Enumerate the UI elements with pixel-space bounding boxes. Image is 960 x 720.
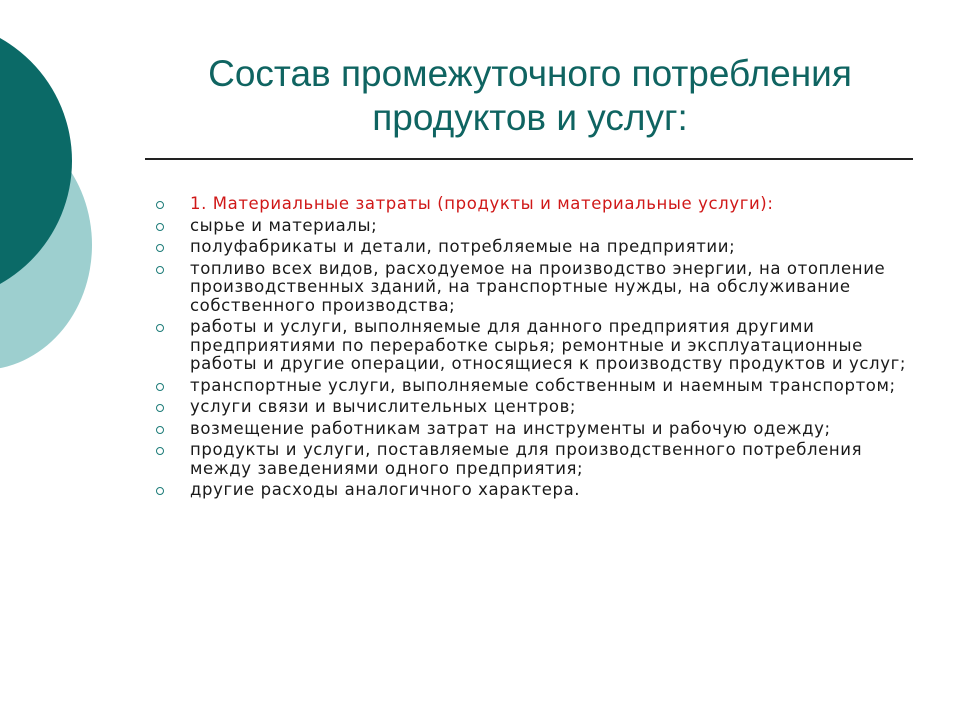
title-line-2: продуктов и услуг: xyxy=(372,97,688,138)
bullet-list xyxy=(150,195,910,503)
list-item xyxy=(150,318,910,374)
title-divider xyxy=(145,158,913,160)
bullet-circle-icon xyxy=(156,324,164,332)
list-item-text: работы и услуги, выполняемые для данного предприятия другими предприятиями по переработке сырья; ремонтные и эксплуатационные работы и другие операции, относящиеся к производству продуктов и услуг; xyxy=(190,317,906,373)
bullet-circle-icon xyxy=(156,487,164,495)
list-item xyxy=(150,238,910,257)
list-item xyxy=(150,481,910,500)
list-item-text: услуги связи и вычислительных центров; xyxy=(190,397,577,416)
list-item-text: продукты и услуги, поставляемые для производственного потребления между заведениями одного предприятия; xyxy=(190,440,863,478)
list-item-text: другие расходы аналогичного характера. xyxy=(190,480,581,499)
list-item xyxy=(150,377,910,396)
list-item xyxy=(150,398,910,417)
list-item-text: топливо всех видов, расходуемое на производство энергии, на отопление производственных зданий, на транспортные нужды, на обслуживание собственного производства; xyxy=(190,258,886,315)
list-item xyxy=(150,195,910,214)
list-item-text: сырье и материалы; xyxy=(190,215,378,235)
bullet-circle-icon xyxy=(156,447,164,455)
bullet-circle-icon xyxy=(156,223,164,231)
list-item-text: 1. Материальные затраты (продукты и материальные услуги): xyxy=(190,194,774,213)
bullet-circle-icon xyxy=(156,404,164,412)
bullet-circle-icon xyxy=(156,201,164,209)
bullet-circle-icon xyxy=(156,244,164,252)
bullet-circle-icon xyxy=(156,266,164,274)
list-item-text: транспортные услуги, выполняемые собственным и наемным транспортом; xyxy=(190,375,896,395)
list-item xyxy=(150,217,910,236)
list-item xyxy=(150,441,910,478)
list-item-text: полуфабрикаты и детали, потребляемые на предприятии; xyxy=(190,237,736,256)
slide-title xyxy=(140,52,920,140)
list-item xyxy=(150,260,910,316)
title-line-1: Состав промежуточного потребления xyxy=(208,53,852,94)
list-item xyxy=(150,420,910,439)
bullet-circle-icon xyxy=(156,383,164,391)
list-item-text: возмещение работникам затрат на инструменты и рабочую одежду; xyxy=(190,418,831,438)
bullet-circle-icon xyxy=(156,426,164,434)
